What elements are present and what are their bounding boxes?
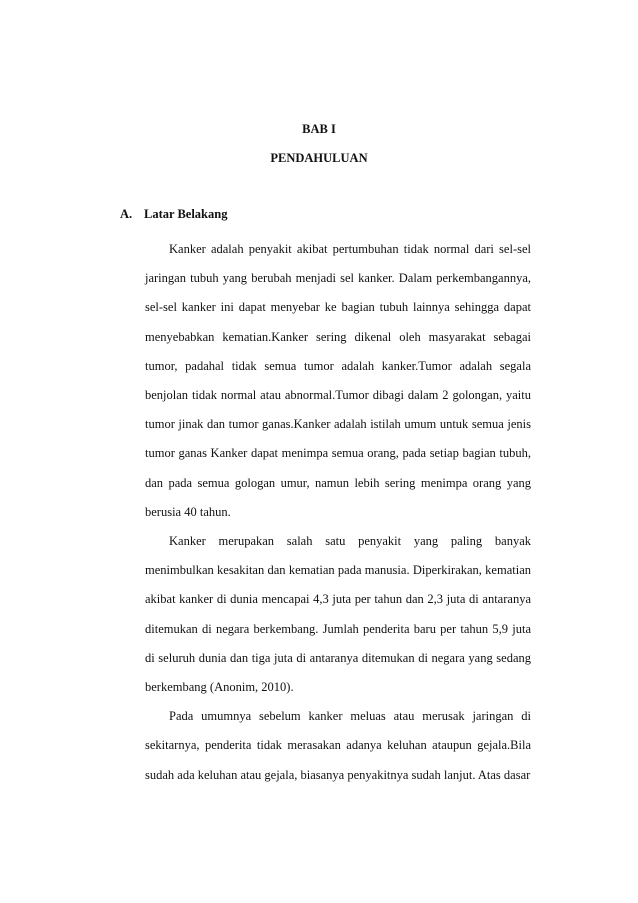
body-text — [145, 235, 531, 790]
chapter-title: PENDAHULUAN — [270, 151, 368, 165]
section-heading — [120, 206, 227, 222]
chapter-number: BAB I — [302, 122, 336, 136]
paragraph-3: Pada umumnya sebelum kanker meluas atau merusak jaringan di sekitarnya, penderita tidak merasakan adanya keluhan ataupun gejala.Bila sudah ada keluhan atau gejala, biasanya penyakitnya sudah lanjut. Atas dasar — [145, 709, 531, 782]
paragraph-2: Kanker merupakan salah satu penyakit yang paling banyak menimbulkan kesakitan dan kematian pada manusia. Diperkirakan, kematian akibat kanker di dunia mencapai 4,3 juta per tahun dan 2,3 juta di antaranya ditemukan di negara berkembang. Jumlah penderita baru per tahun 5,9 juta di seluruh dunia dan tiga juta di antaranya ditemukan di negara yang sedang berkembang (Anonim, 2010). — [145, 534, 531, 695]
section-marker: A. — [120, 207, 133, 221]
paragraph-1: Kanker adalah penyakit akibat pertumbuhan tidak normal dari sel-sel jaringan tubuh yang berubah menjadi sel kanker. Dalam perkembangannya, sel-sel kanker ini dapat menyebar ke bagian tubuh lainnya sehingga dapat menyebabkan kematian.Kanker sering dikenal oleh masyarakat sebagai tumor, padahal tidak semua tumor adalah kanker.Tumor adalah segala benjolan tidak normal atau abnormal.Tumor dibagi dalam 2 golongan, yaitu tumor jinak dan tumor ganas.Kanker adalah istilah umum untuk semua jenis tumor ganas Kanker dapat menimpa semua orang, pada setiap bagian tubuh, dan pada semua gologan umur, namun lebih sering menimpa orang yang berusia 40 tahun. — [145, 242, 531, 519]
section-title: Latar Belakang — [144, 207, 228, 221]
